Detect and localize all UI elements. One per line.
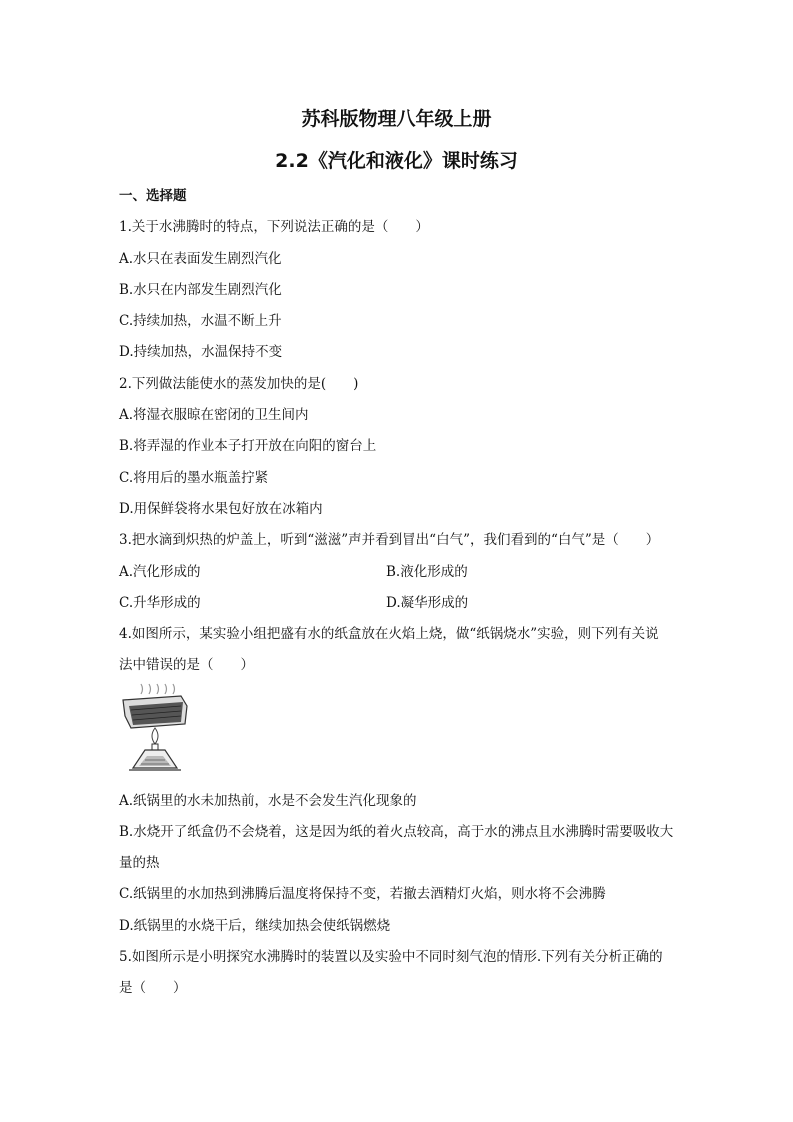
document-subtitle: 2.2《汽化和液化》课时练习 [275, 150, 518, 172]
question-3-option-b: B.液化形成的 [386, 564, 468, 580]
question-5-stem-line-1: 5.如图所示是小明探究水沸腾时的装置以及实验中不同时刻气泡的情形.下列有关分析正确的 [119, 949, 663, 965]
question-4-option-c: C.纸锅里的水加热到沸腾后温度将保持不变，若撤去酒精灯火焰，则水将不会沸腾 [119, 886, 606, 902]
question-4-stem-line-2: 法中错误的是（ ） [119, 657, 254, 673]
document-title: 苏科版物理八年级上册 [301, 108, 492, 130]
section-heading: 一、选择题 [119, 188, 187, 204]
paper-pot-figure [119, 680, 191, 776]
question-3-options-row-1 [119, 560, 468, 580]
question-1-option-c: C.持续加热，水温不断上升 [119, 313, 282, 329]
question-2-stem: 2.下列做法能使水的蒸发加快的是( ) [119, 376, 359, 392]
question-2-option-a: A.将湿衣服晾在密闭的卫生间内 [119, 407, 309, 423]
question-4-option-a: A.纸锅里的水未加热前，水是不会发生汽化现象的 [119, 793, 417, 809]
question-3-stem: 3.把水滴到炽热的炉盖上，听到“滋滋”声并看到冒出“白气”，我们看到的“白气”是（ ） [119, 532, 660, 548]
question-1-stem: 1.关于水沸腾时的特点，下列说法正确的是（ ） [119, 219, 429, 235]
question-2-option-d: D.用保鲜袋将水果包好放在冰箱内 [119, 501, 323, 517]
question-1-option-d: D.持续加热，水温保持不变 [119, 344, 283, 360]
question-4-option-b-line-1: B.水烧开了纸盒仍不会烧着，这是因为纸的着火点较高，高于水的沸点且水沸腾时需要吸收大 [119, 824, 674, 840]
question-2-option-c: C.将用后的墨水瓶盖拧紧 [119, 470, 269, 486]
question-4-option-d: D.纸锅里的水烧干后，继续加热会使纸锅燃烧 [119, 918, 391, 934]
question-2-option-b: B.将弄湿的作业本子打开放在向阳的窗台上 [119, 438, 377, 454]
question-1-option-a: A.水只在表面发生剧烈汽化 [119, 251, 282, 267]
question-4-option-b-line-2: 量的热 [119, 855, 160, 871]
question-3-option-a: A.汽化形成的 [119, 564, 201, 580]
question-3-option-c: C.升华形成的 [119, 595, 201, 611]
question-3-options-row-2 [119, 591, 469, 611]
question-3-option-d: D.凝华形成的 [386, 595, 469, 611]
question-5-stem-line-2: 是（ ） [119, 980, 187, 996]
question-4-stem-line-1: 4.如图所示，某实验小组把盛有水的纸盒放在火焰上烧，做“纸锅烧水”实验，则下列有关说 [119, 626, 659, 642]
question-1-option-b: B.水只在内部发生剧烈汽化 [119, 282, 282, 298]
